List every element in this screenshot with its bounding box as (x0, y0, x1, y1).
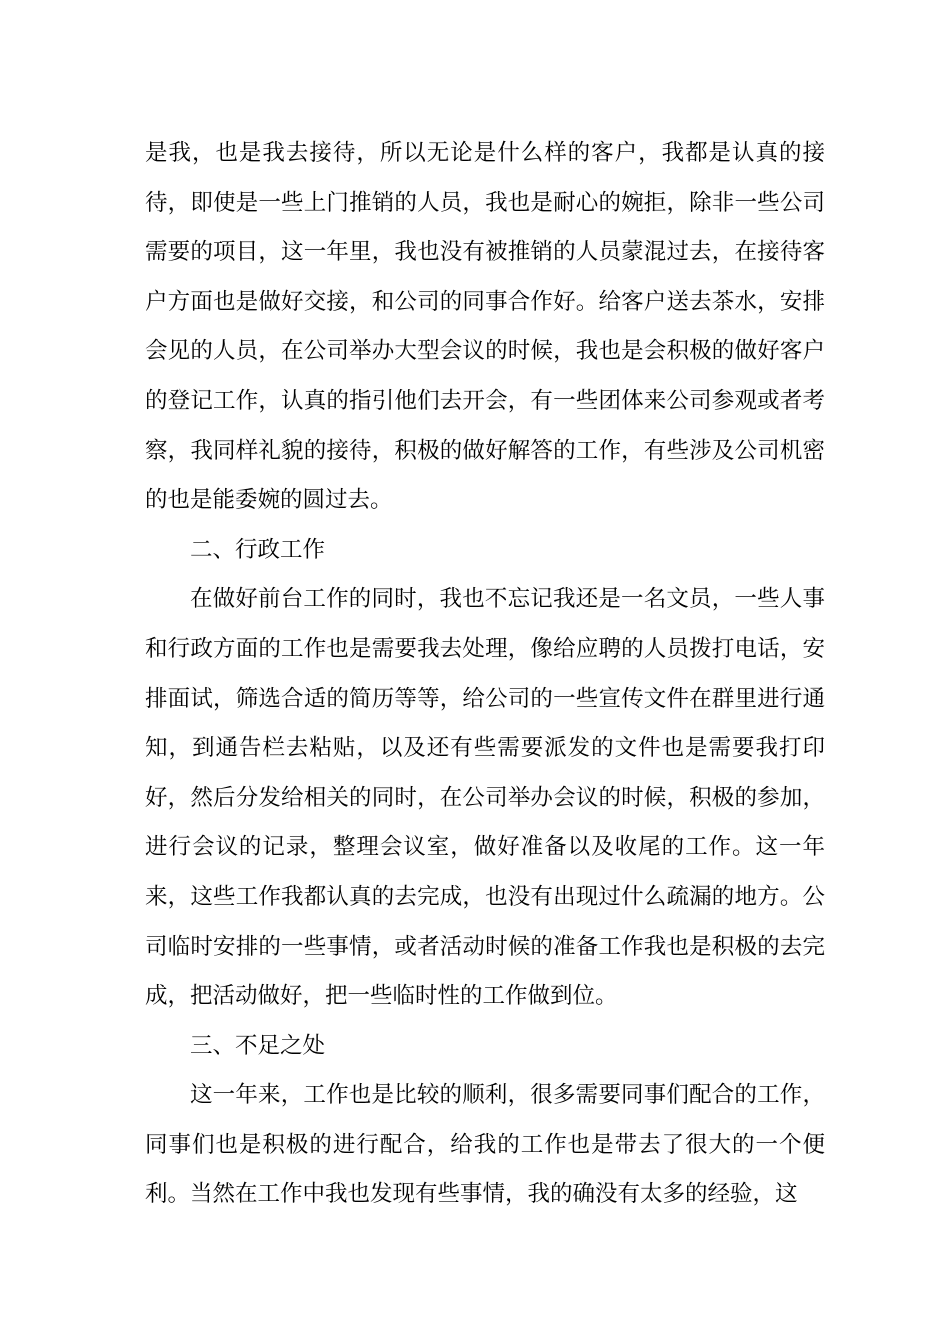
section-heading-admin-work: 二、行政工作 (190, 536, 326, 563)
paragraph-admin-work: 在做好前台工作的同时，我也不忘记我还是一名文员，一些人事和行政方面的工作也是需要我去处理，像给应聘的人员拨打电话，安排面试，筛选合适的简历等等，给公司的一些宣传文件在群里进行通知，到通告栏去粘贴，以及还有些需要派发的文件也是需要我打印好，然后分发给相关的同时，在公司举办会议的时候，积极的参加，进行会议的记录，整理会议室，做好准备以及收尾的工作。这一年来，这些工作我都认真的去完成，也没有出现过什么疏漏的地方。公司临时安排的一些事情，或者活动时候的准备工作我也是积极的去完成，把活动做好，把一些临时性的工作做到位。 (145, 586, 825, 1010)
paragraph-reception-continued: 是我，也是我去接待，所以无论是什么样的客户，我都是认真的接待，即使是一些上门推销的人员，我也是耐心的婉拒，除非一些公司需要的项目，这一年里，我也没有被推销的人员蒙混过去，在接待客户方面也是做好交接，和公司的同事合作好。给客户送去茶水，安排会见的人员，在公司举办大型会议的时候，我也是会积极的做好客户的登记工作，认真的指引他们去开会，有一些团体来公司参观或者考察，我同样礼貌的接待，积极的做好解答的工作，有些涉及公司机密的也是能委婉的圆过去。 (145, 140, 825, 514)
section-heading-shortcomings: 三、不足之处 (190, 1032, 326, 1059)
paragraph-shortcomings: 这一年来，工作也是比较的顺利，很多需要同事们配合的工作，同事们也是积极的进行配合，给我的工作也是带去了很大的一个便利。当然在工作中我也发现有些事情，我的确没有太多的经验，这 (145, 1082, 825, 1208)
document-body (145, 129, 825, 1220)
